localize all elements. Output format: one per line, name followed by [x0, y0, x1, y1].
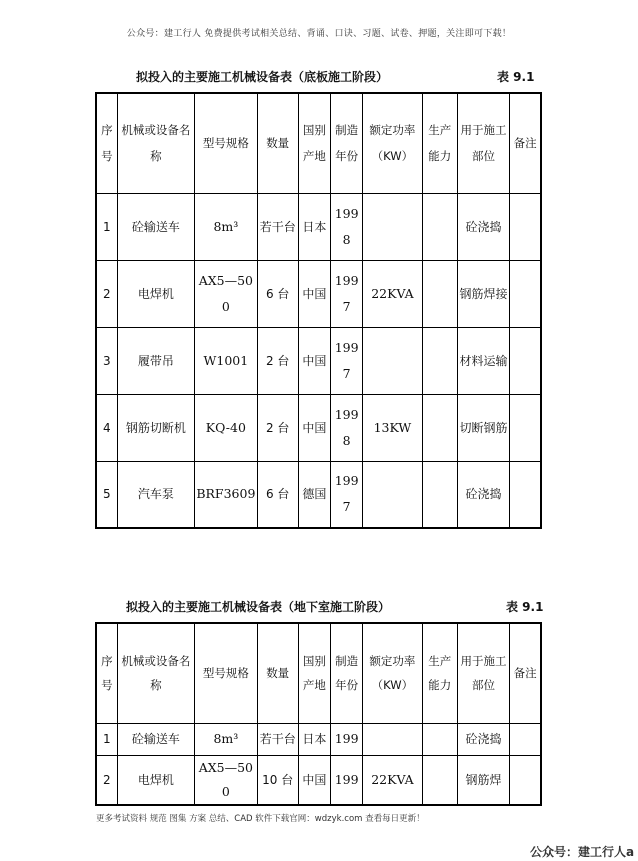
cell	[422, 193, 457, 260]
cell: 1997	[331, 260, 363, 327]
cell: 1	[96, 193, 117, 260]
table2-title: 拟投入的主要施工机械设备表（地下室施工阶段）	[126, 600, 391, 614]
cell: W1001	[195, 327, 257, 394]
cell: 4	[96, 394, 117, 461]
col-header: 序号	[96, 93, 117, 193]
col-header: 型号规格	[195, 623, 257, 723]
col-header: 用于施工部位	[457, 623, 509, 723]
cell: 22KVA	[363, 755, 422, 805]
cell: 砼浇捣	[457, 723, 509, 755]
table1-number: 表 9.1	[497, 70, 535, 84]
cell: 5	[96, 461, 117, 528]
watermark: 公众号：建工行人a	[530, 845, 635, 859]
cell	[422, 260, 457, 327]
cell: 砼浇捣	[457, 193, 509, 260]
cell: 钢筋切断机	[117, 394, 195, 461]
cell: 22KVA	[363, 260, 422, 327]
table2-number: 表 9.1	[506, 600, 544, 614]
cell: 中国	[298, 327, 330, 394]
col-header: 生产能力	[422, 623, 457, 723]
col-header: 国别产地	[298, 93, 330, 193]
cell: KQ-40	[195, 394, 257, 461]
col-header: 型号规格	[195, 93, 257, 193]
cell	[363, 327, 422, 394]
col-header: 机械或设备名称	[117, 623, 195, 723]
cell: 若干台	[257, 723, 298, 755]
cell: 1	[96, 723, 117, 755]
cell	[510, 260, 541, 327]
cell: 日本	[298, 193, 330, 260]
cell: 钢筋焊接	[457, 260, 509, 327]
cell: 1997	[331, 461, 363, 528]
cell: 若干台	[257, 193, 298, 260]
cell	[510, 755, 541, 805]
col-header: 额定功率（KW）	[363, 623, 422, 723]
cell: 6 台	[257, 461, 298, 528]
cell: 履带吊	[117, 327, 195, 394]
cell	[510, 327, 541, 394]
cell: 砼输送车	[117, 193, 195, 260]
cell: 2 台	[257, 327, 298, 394]
cell: 材料运输	[457, 327, 509, 394]
col-header: 制造年份	[331, 93, 363, 193]
cell: 199	[331, 755, 363, 805]
table-row	[96, 327, 541, 394]
col-header: 额定功率（KW）	[363, 93, 422, 193]
table-row	[96, 260, 541, 327]
equipment-table-1	[95, 92, 542, 529]
col-header: 国别产地	[298, 623, 330, 723]
cell: 钢筋焊	[457, 755, 509, 805]
cell	[422, 327, 457, 394]
cell: 2	[96, 755, 117, 805]
cell: 10 台	[257, 755, 298, 805]
cell	[363, 461, 422, 528]
table1-title: 拟投入的主要施工机械设备表（底板施工阶段）	[136, 70, 389, 84]
cell: 砼输送车	[117, 723, 195, 755]
col-header: 序号	[96, 623, 117, 723]
cell	[510, 394, 541, 461]
table-row	[96, 193, 541, 260]
cell: 199	[331, 723, 363, 755]
page-footer: 更多考试资料 规范 图集 方案 总结、CAD 软件下载官网：wdzyk.com 查看每日更新！	[96, 814, 425, 824]
cell: 日本	[298, 723, 330, 755]
cell: 中国	[298, 394, 330, 461]
col-header: 备注	[510, 93, 541, 193]
table-row	[96, 755, 541, 805]
equipment-table-2	[95, 622, 542, 806]
cell: 电焊机	[117, 260, 195, 327]
cell: 电焊机	[117, 755, 195, 805]
cell: 8m³	[195, 193, 257, 260]
cell: 3	[96, 327, 117, 394]
cell	[510, 193, 541, 260]
col-header: 制造年份	[331, 623, 363, 723]
cell: 中国	[298, 755, 330, 805]
cell: 6 台	[257, 260, 298, 327]
cell	[422, 461, 457, 528]
col-header: 数量	[257, 93, 298, 193]
table-row	[96, 461, 541, 528]
cell: 13KW	[363, 394, 422, 461]
cell	[422, 755, 457, 805]
cell: 德国	[298, 461, 330, 528]
col-header: 生产能力	[422, 93, 457, 193]
page-header: 公众号：建工行人 免费提供考试相关总结、背诵、口诀、习题、试卷、押题，关注即可下载！	[126, 29, 512, 39]
cell: AX5—500	[195, 260, 257, 327]
cell: 砼浇捣	[457, 461, 509, 528]
cell: 2 台	[257, 394, 298, 461]
cell	[363, 193, 422, 260]
col-header: 备注	[510, 623, 541, 723]
cell: 汽车泵	[117, 461, 195, 528]
cell	[510, 461, 541, 528]
cell	[422, 394, 457, 461]
cell: 1998	[331, 394, 363, 461]
cell: 切断钢筋	[457, 394, 509, 461]
col-header: 数量	[257, 623, 298, 723]
table1-header-row	[96, 93, 541, 193]
cell: 1997	[331, 327, 363, 394]
col-header: 用于施工部位	[457, 93, 509, 193]
cell	[363, 723, 422, 755]
cell: 1998	[331, 193, 363, 260]
cell: 中国	[298, 260, 330, 327]
table-row	[96, 394, 541, 461]
cell	[422, 723, 457, 755]
cell	[510, 723, 541, 755]
cell: 8m³	[195, 723, 257, 755]
cell: 2	[96, 260, 117, 327]
cell: AX5—500	[195, 755, 257, 805]
cell: BRF3609	[195, 461, 257, 528]
table-row	[96, 723, 541, 755]
col-header: 机械或设备名称	[117, 93, 195, 193]
table2-header-row	[96, 623, 541, 723]
